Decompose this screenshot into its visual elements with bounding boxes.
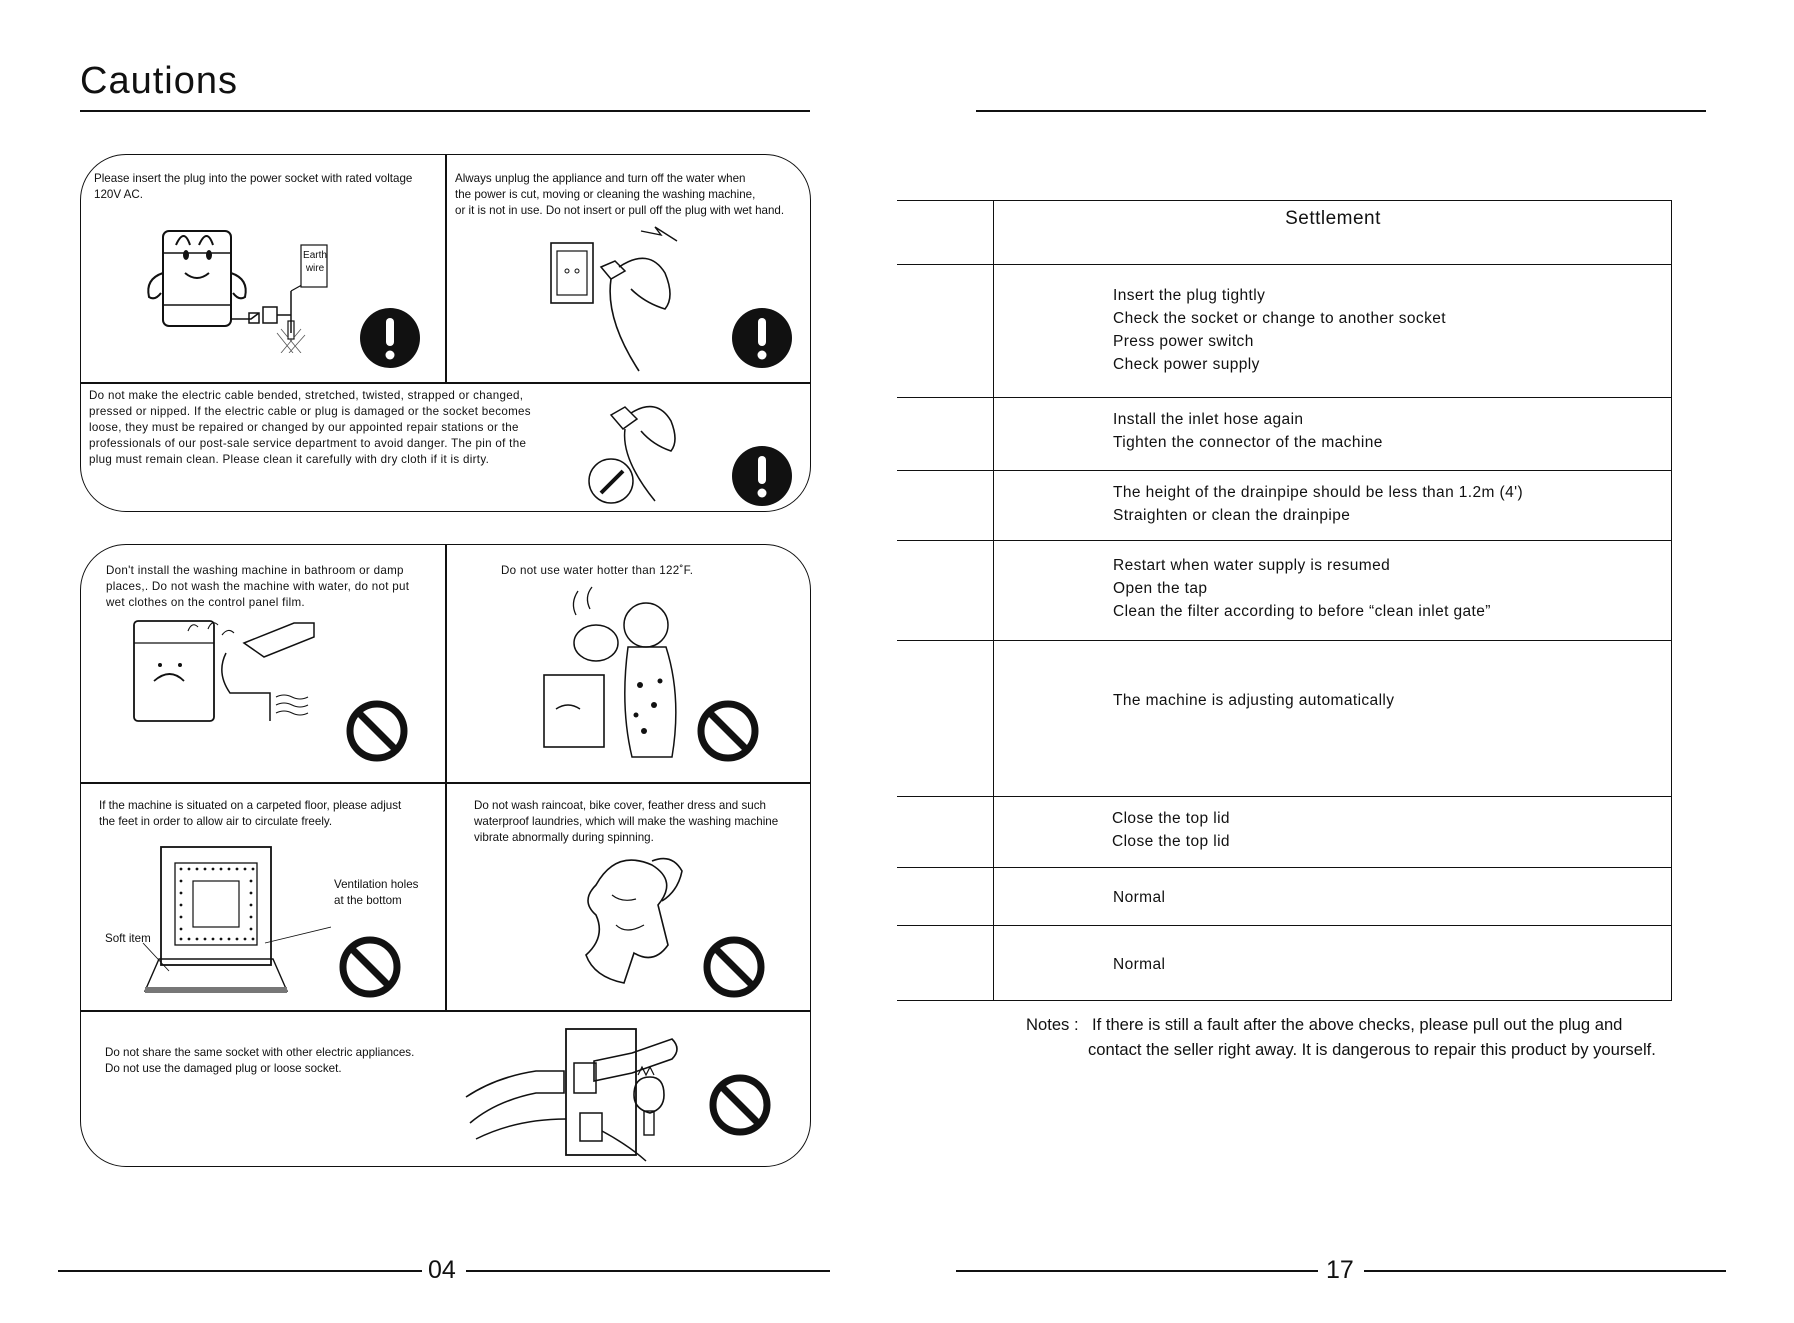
- notes: [1026, 1012, 1656, 1062]
- table-row: [1113, 408, 1383, 454]
- settlement-line: Press power switch: [1113, 333, 1254, 350]
- caution-text-carpet: If the machine is situated on a carpeted floor, please adjust the feet in order to allow air to circulate freely.: [99, 799, 402, 828]
- table-rule: [897, 540, 1672, 541]
- settlement-line: Clean the filter according to before “clean inlet gate”: [1113, 603, 1491, 620]
- table-row: [1113, 689, 1394, 712]
- earth-label-line2: wire: [305, 263, 325, 274]
- notes-label: Notes :: [1026, 1015, 1079, 1034]
- footer-rule: [1364, 1270, 1726, 1272]
- caution-text-damp: Don't install the washing machine in bathroom or damp places,. Do not wash the machine with water, do not put wet clothes on the control panel film.: [106, 564, 410, 609]
- settlement-line: Restart when water supply is resumed: [1113, 557, 1391, 574]
- settlement-line: Straighten or clean the drainpipe: [1113, 507, 1351, 524]
- table-rule: [897, 200, 1672, 201]
- table-rule: [897, 867, 1672, 868]
- settlement-line: Close the top lid: [1112, 833, 1230, 850]
- settlement-line: Normal: [1113, 889, 1166, 906]
- soft-item-label: Soft item: [105, 932, 151, 945]
- settlement-line: Tighten the connector of the machine: [1113, 434, 1383, 451]
- caution-text-waterproof: Do not wash raincoat, bike cover, feather dress and such waterproof laundries, which will make the washing machine vibrate abnormally during spinning.: [474, 799, 779, 844]
- table-row: [1113, 554, 1491, 623]
- table-column-rule: [1671, 200, 1672, 1001]
- table-rule: [897, 640, 1672, 641]
- notes-line-1: If there is still a fault after the above checks, please pull out the plug and: [1092, 1015, 1623, 1034]
- table-row: [1113, 284, 1446, 376]
- table-row: [1112, 807, 1230, 853]
- table-rule: [897, 397, 1672, 398]
- table-row: [1113, 886, 1165, 909]
- table-row: [1113, 953, 1165, 976]
- page-number-left: 04: [428, 1256, 456, 1284]
- settlement-line: The machine is adjusting automatically: [1113, 692, 1395, 709]
- earth-label-line1: Earth: [303, 250, 327, 261]
- settlement-line: The height of the drainpipe should be less than 1.2m (4'): [1113, 484, 1524, 501]
- caution-text-voltage: Please insert the plug into the power socket with rated voltage 120V AC.: [94, 172, 413, 201]
- ventilation-label: Ventilation holes at the bottom: [334, 878, 419, 907]
- settlement-line: Normal: [1113, 956, 1166, 973]
- table-rule: [897, 925, 1672, 926]
- settlement-line: Install the inlet hose again: [1113, 411, 1304, 428]
- caution-text-cable: Do not make the electric cable bended, stretched, twisted, strapped or changed, pressed or nipped. If the electric cable or plug is damaged or the socket becomes loose, they must be repaired or changed by our appointed repair stations or the professionals of our post-sale service department to avoid danger. The pin of the plug must remain clean. Please clean it carefully with dry cloth if it is dirty.: [89, 389, 531, 466]
- table-rule: [897, 470, 1672, 471]
- table-rule: [897, 1000, 1672, 1001]
- table-row: [1113, 481, 1523, 527]
- caution-text-hot-water: Do not use water hotter than 122˚F.: [501, 564, 694, 577]
- notes-line-2: contact the seller right away. It is dangerous to repair this product by yourself.: [1088, 1040, 1656, 1059]
- table-column-rule: [993, 200, 994, 1001]
- caution-text-socket-share: Do not share the same socket with other electric appliances. Do not use the damaged plug or loose socket.: [105, 1046, 415, 1075]
- settlement-line: Insert the plug tightly: [1113, 287, 1266, 304]
- table-rule: [897, 264, 1672, 265]
- page-number-right: 17: [1326, 1256, 1354, 1284]
- settlement-line: Check the socket or change to another socket: [1113, 310, 1446, 327]
- footer-rule: [956, 1270, 1318, 1272]
- settlement-line: Check power supply: [1113, 356, 1260, 373]
- settlement-header: Settlement: [1285, 208, 1381, 229]
- table-rule: [897, 796, 1672, 797]
- settlement-line: Close the top lid: [1112, 810, 1230, 827]
- caution-text-unplug: Always unplug the appliance and turn off the water when the power is cut, moving or cleaning the washing machine, or it is not in use. Do not insert or pull off the plug with wet hand.: [455, 172, 785, 217]
- settlement-line: Open the tap: [1113, 580, 1208, 597]
- page-title: Cautions: [80, 60, 238, 102]
